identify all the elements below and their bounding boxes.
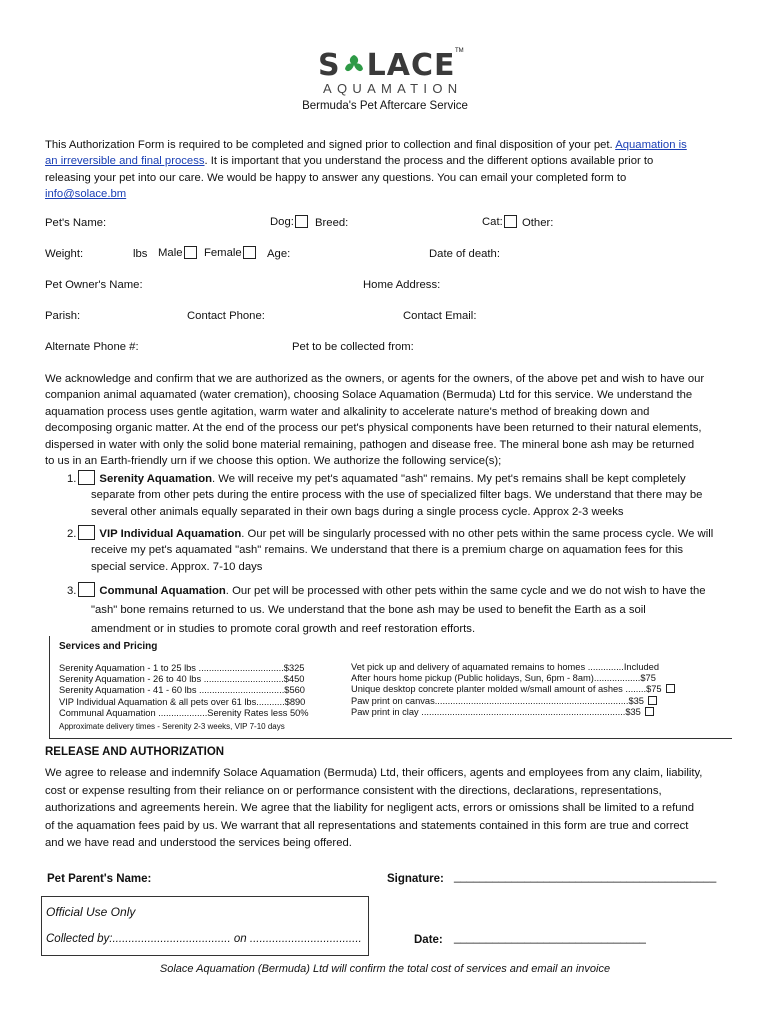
- signature-line[interactable]: _________________________________________: [454, 871, 717, 883]
- home-address-label: Home Address:: [363, 279, 441, 291]
- aquamation-link[interactable]: Aquamation is: [615, 139, 687, 151]
- dog-field: [270, 215, 309, 228]
- intro-line-1: This Authorization Form is required to be completed and signed prior to collection and final disposition of your pet.: [45, 139, 613, 151]
- ack-line: dispersed in water with only the solid bone material remaining, pathogen and disease free. The mineral bone ash may be returned: [45, 438, 695, 451]
- female-field: [204, 246, 257, 259]
- collected-from-label: Pet to be collected from:: [292, 341, 414, 353]
- female-label: Female: [204, 247, 242, 259]
- date-line[interactable]: ______________________________: [454, 932, 646, 944]
- communal-checkbox[interactable]: [78, 582, 95, 597]
- pet-name-label: Pet's Name:: [45, 217, 107, 229]
- male-field: [158, 246, 198, 259]
- option-serenity: [67, 470, 747, 520]
- vip-checkbox[interactable]: [78, 525, 95, 540]
- footer-note: Solace Aquamation (Bermuda) Ltd will confirm the total cost of services and email an invoice: [159, 963, 611, 975]
- male-label: Male: [158, 247, 183, 259]
- logo-text-s: S: [318, 48, 341, 83]
- ack-line: to us in an Earth-friendly urn if we choose this option. We authorize the following service(s);: [45, 455, 502, 468]
- option-title: VIP Individual Aquamation: [99, 528, 242, 540]
- option-text: "ash" bone remains returned to us. We understand that the bone ash may be used to benefit the Earth as a soil: [91, 604, 646, 616]
- planter-checkbox[interactable]: [666, 684, 675, 693]
- price-line: Unique desktop concrete planter molded w/small amount of ashes ........$75: [351, 684, 662, 695]
- female-checkbox[interactable]: [243, 246, 256, 259]
- male-checkbox[interactable]: [184, 246, 197, 259]
- option-vip: [67, 525, 747, 575]
- option-text: receive my pet's aquamated "ash" remains. We understand that there is a premium charge on aquamation fees for this: [91, 544, 684, 557]
- release-paragraph: [45, 765, 745, 853]
- weight-label: Weight:: [45, 248, 84, 260]
- option-text: separate from other pets during the entire process with the use of specialized filter bags. We understand that there may be: [91, 489, 703, 502]
- option-text: special service. Approx. 7-10 days: [91, 560, 263, 573]
- breed-label: Breed:: [315, 217, 349, 229]
- contact-email-label: Contact Email:: [403, 310, 477, 322]
- release-line: cost or expense resulting from their reliance on or performance consistent with the directions, declarations, representations,: [45, 784, 662, 797]
- dog-checkbox[interactable]: [295, 215, 308, 228]
- release-line: authorizations and agreements herein. We agree that the liability for negligent acts, errors or omissions shall be limited to a refund: [45, 802, 695, 815]
- price-line: Vet pick up and delivery of aquamated remains to homes ..............Included: [351, 662, 660, 672]
- option-text: several other animals equally separated in their own bags during a single process cycle. Approx 2-3 weeks: [91, 505, 624, 518]
- price-line: Communal Aquamation ...................Serenity Rates less 50%: [59, 707, 309, 718]
- delivery-note: Approximate delivery times - Serenity 2-3 weeks, VIP 7-10 days: [59, 722, 285, 732]
- dog-label: Dog:: [270, 216, 294, 228]
- age-label: Age:: [267, 248, 291, 260]
- option-text: . We will receive my pet's aquamated "ash" remains. My pet's remains shall be kept completely: [212, 473, 686, 485]
- price-line: After hours home pickup (Public holidays, Sun, 6pm - 8am)..................$75: [351, 673, 656, 684]
- tagline: Bermuda's Pet Aftercare Service: [302, 100, 468, 112]
- option-text: amendment or in studies to promote coral growth and reef restoration efforts.: [91, 623, 476, 635]
- pricing-box: [49, 636, 732, 739]
- signature-label: Signature:: [387, 873, 444, 885]
- release-line: of the aquamation fees paid by us. We warrant that all representations and statements contained in this form are true and correct: [45, 819, 689, 832]
- trademark: TM: [455, 48, 464, 54]
- intro-paragraph: [45, 137, 735, 203]
- contact-phone-label: Contact Phone:: [187, 310, 265, 322]
- serenity-checkbox[interactable]: [78, 470, 95, 485]
- price-line: VIP Individual Aquamation & all pets over 61 lbs...........$890: [59, 696, 306, 707]
- option-text: . Our pet will be singularly processed with no other pets within the same process cycle. We will: [241, 528, 714, 540]
- pricing-right: [351, 662, 675, 718]
- clay-checkbox[interactable]: [645, 707, 654, 716]
- parish-label: Parish:: [45, 310, 81, 322]
- option-title: Serenity Aquamation: [99, 473, 212, 485]
- cat-field: [482, 215, 518, 228]
- option-number: 1.: [67, 473, 77, 485]
- acknowledge-paragraph: [45, 371, 745, 469]
- leaf-icon: [342, 52, 366, 76]
- date-of-death-label: Date of death:: [429, 248, 500, 260]
- ack-line: We acknowledge and confirm that we are authorized as the owners, or agents for the owners, of the above pet and wish to have our: [45, 373, 705, 385]
- date-label: Date:: [414, 934, 443, 946]
- price-line: Paw print on canvas...........................................................................$35: [351, 695, 644, 706]
- pricing-heading: Services and Pricing: [59, 641, 158, 652]
- price-line: Serenity Aquamation - 26 to 40 lbs ...............................$450: [59, 674, 305, 685]
- ack-line: decomposing organic matter. At the end of the process our pet's physical components have been returned to their natural elements,: [45, 422, 702, 435]
- intro-line-2: . It is important that you understand the process and the different options available prior to: [204, 155, 654, 168]
- option-text: . Our pet will be processed with other pets within the same cycle and we do not wish to have the: [225, 585, 706, 597]
- release-line: and we have read and understood the services being offered.: [45, 837, 352, 850]
- logo: [318, 50, 468, 96]
- option-number: 2.: [67, 528, 77, 540]
- email-link[interactable]: info@solace.bm: [45, 188, 127, 201]
- option-number: 3.: [67, 585, 77, 597]
- official-use-box: [41, 896, 369, 956]
- canvas-checkbox[interactable]: [648, 696, 657, 705]
- release-line: We agree to release and indemnify Solace Aquamation (Bermuda) Ltd, their officers, agents and employees from any claim, liability,: [45, 767, 703, 779]
- release-heading: RELEASE AND AUTHORIZATION: [45, 746, 225, 758]
- collected-by-line: Collected by:..................................... on ...................................: [46, 933, 362, 945]
- logo-subtext: AQUAMATION: [323, 81, 463, 96]
- option-communal: [67, 582, 747, 639]
- pet-parent-name-label: Pet Parent's Name:: [47, 873, 152, 885]
- ack-line: companion animal aquamated (water cremation), choosing Solace Aquamation (Bermuda) Ltd for this service. We understand the: [45, 389, 693, 402]
- intro-line-3: releasing your pet into our care. We would be happy to answer any questions. You can email your completed form to: [45, 171, 627, 184]
- lbs-label: lbs: [133, 248, 148, 260]
- option-title: Communal Aquamation: [99, 585, 226, 597]
- alt-phone-label: Alternate Phone #:: [45, 341, 139, 353]
- price-line: Serenity Aquamation - 41 - 60 lbs .................................$560: [59, 685, 305, 696]
- price-line: Paw print in clay ...............................................................................$35: [351, 706, 641, 717]
- cat-label: Cat:: [482, 216, 503, 228]
- price-line: Serenity Aquamation - 1 to 25 lbs .................................$325: [59, 663, 305, 673]
- logo-text-lace: LACE: [366, 48, 456, 83]
- cat-checkbox[interactable]: [504, 215, 517, 228]
- irreversible-link[interactable]: an irreversible and final process: [45, 155, 205, 168]
- pricing-left: [59, 663, 309, 732]
- ack-line: aquamation process uses gentle agitation, warm water and alkalinity to accelerate nature's method of breaking down and: [45, 405, 650, 418]
- official-use-label: Official Use Only: [46, 905, 136, 919]
- owner-name-label: Pet Owner's Name:: [45, 279, 143, 291]
- other-label: Other:: [522, 217, 554, 229]
